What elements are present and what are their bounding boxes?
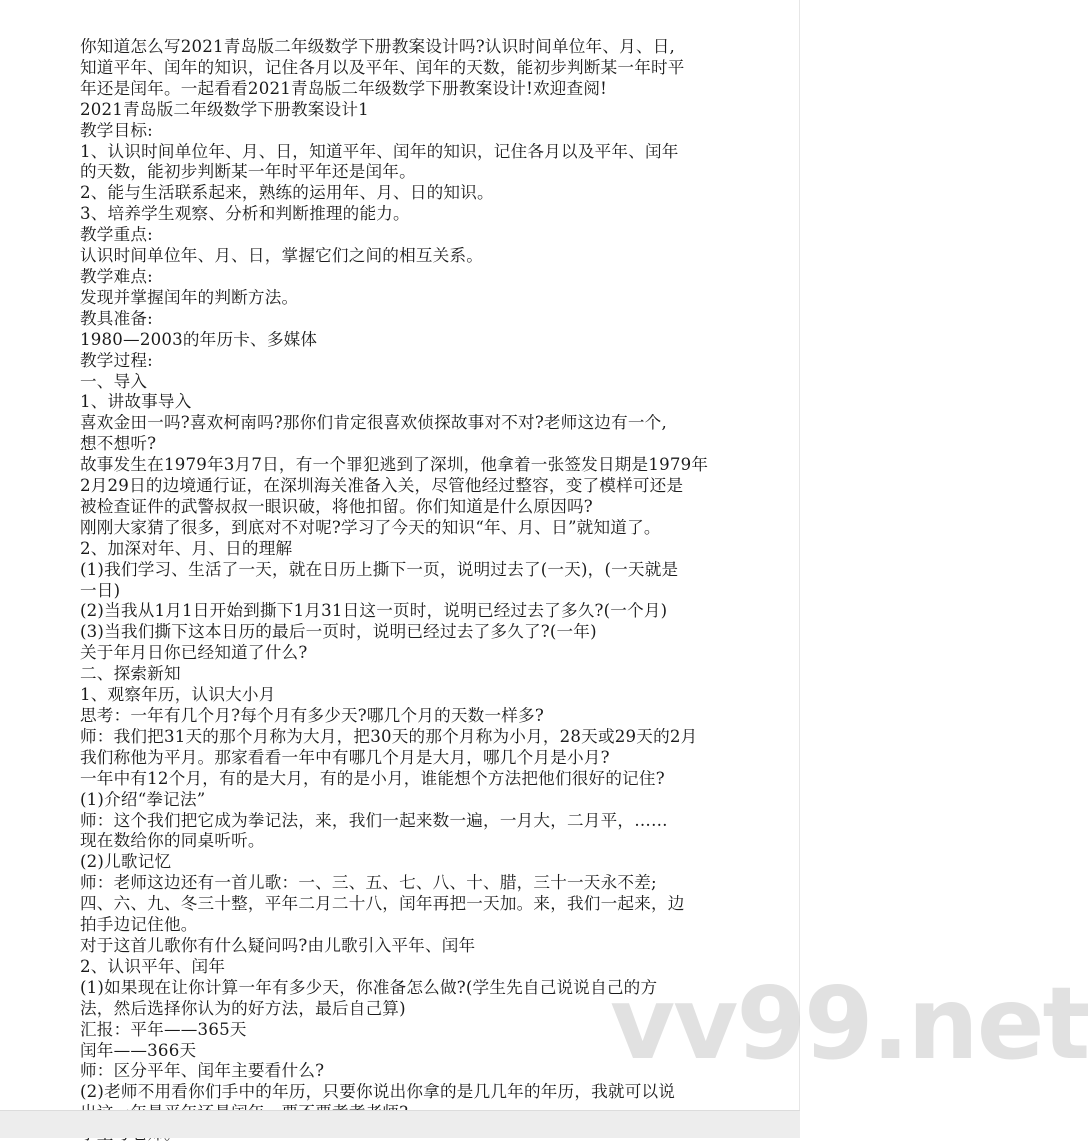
text-line: (1)介绍“拳记法” [80, 789, 206, 809]
text-line: 一年中有12个月，有的是大月，有的是小月，谁能想个方法把他们很好的记住? [80, 768, 665, 788]
text-line: 师：我们把31天的那个月称为大月，把30天的那个月称为小月，28天或29天的2月 [80, 726, 698, 746]
text-line: 2、认识平年、闰年 [80, 956, 226, 976]
text-line: (1)我们学习、生活了一天，就在日历上撕下一页，说明过去了(一天)，(一天就是 [80, 559, 679, 579]
text-line: 汇报：平年——365天 [80, 1019, 247, 1039]
text-line: 2、加深对年、月、日的理解 [80, 538, 293, 558]
text-line: 关于年月日你已经知道了什么? [80, 643, 308, 663]
text-line: 思考：一年有几个月?每个月有多少天?哪几个月的天数一样多? [80, 706, 544, 725]
text-line: (2)老师不用看你们手中的年历，只要你说出你拿的是几几年的年历，我就可以说 [80, 1082, 676, 1102]
text-line: 的天数，能初步判断某一年时平年还是闰年。 [80, 162, 416, 182]
text-line: 法，然后选择你认为的好方法，最后自己算) [80, 998, 406, 1018]
text-line: 发现并掌握闰年的判断方法。 [80, 287, 299, 307]
text-line: 闰年——366天 [80, 1040, 197, 1060]
text-line: 年还是闰年。一起看看2021青岛版二年级数学下册教案设计!欢迎查阅! [80, 78, 607, 98]
text-line: 1、讲故事导入 [80, 392, 192, 412]
text-line: 2月29日的边境通行证，在深圳海关准备入关，尽管他经过整容，变了模样可还是 [80, 476, 684, 496]
text-line: 你知道怎么写2021青岛版二年级数学下册教案设计吗?认识时间单位年、月、日, [80, 37, 675, 56]
text-line: (2)当我从1月1日开始到撕下1月31日这一页时，说明已经过去了多久?(一个月) [80, 601, 668, 621]
text-line: 师：区分平年、闰年主要看什么? [80, 1061, 325, 1081]
text-line: 认识时间单位年、月、日，掌握它们之间的相互关系。 [80, 246, 484, 266]
text-line: 1、认识时间单位年、月、日，知道平年、闰年的知识，记住各月以及平年、闰年 [80, 141, 679, 161]
text-line: 二、探索新知 [80, 664, 181, 684]
text-line: 喜欢金田一吗?喜欢柯南吗?那你们肯定很喜欢侦探故事对不对?老师这边有一个, [80, 413, 667, 433]
bottom-band [0, 1110, 800, 1138]
text-line: 教具准备: [80, 308, 153, 328]
text-line: 教学难点: [80, 266, 153, 286]
text-line: 故事发生在1979年3月7日，有一个罪犯逃到了深圳，他拿着一张签发日期是1979年 [80, 455, 709, 475]
watermark: vv99.net [610, 965, 1088, 1082]
text-line: 四、六、九、冬三十整，平年二月二十八，闰年再把一天加。来，我们一起来，边 [80, 894, 685, 914]
text-line: 我们称他为平月。那家看看一年中有哪几个月是大月，哪几个月是小月? [80, 747, 610, 767]
text-line: 师：这个我们把它成为拳记法，来，我们一起来数一遍，一月大，二月平，…… [80, 810, 668, 830]
text-line: 教学目标: [80, 120, 153, 140]
text-line: 师：老师这边还有一首儿歌：一、三、五、七、八、十、腊，三十一天永不差; [80, 873, 657, 893]
text-line: 拍手边记住他。 [80, 915, 198, 935]
text-line: (1)如果现在让你计算一年有多少天，你准备怎么做?(学生先自己说说自己的方 [80, 977, 658, 997]
text-line: 1980—2003的年历卡、多媒体 [80, 329, 318, 349]
text-line: 一、导入 [80, 371, 148, 391]
text-line: (3)当我们撕下这本日历的最后一页时，说明已经过去了多久了?(一年) [80, 622, 597, 642]
text-line: 3、培养学生观察、分析和判断推理的能力。 [80, 204, 410, 224]
text-line: (2)儿歌记忆 [80, 852, 172, 872]
text-line: 2、能与生活联系起来，熟练的运用年、月、日的知识。 [80, 183, 494, 203]
text-line: 教学过程: [80, 350, 153, 370]
text-line: 2021青岛版二年级数学下册教案设计1 [80, 99, 369, 119]
text-line: 被检查证件的武警叔叔一眼识破，将他扣留。你们知道是什么原因吗? [80, 496, 593, 516]
text-line: 现在数给你的同桌听听。 [80, 831, 265, 851]
text-line: 1、观察年历，认识大小月 [80, 685, 276, 705]
text-line: 刚刚大家猜了很多，到底对不对呢?学习了今天的知识“年、月、日”就知道了。 [80, 517, 661, 537]
text-line: 想不想听? [80, 434, 157, 454]
text-line: 教学重点: [80, 225, 153, 245]
text-line: 对于这首儿歌你有什么疑问吗?由儿歌引入平年、闰年 [80, 935, 476, 955]
text-line: 知道平年、闰年的知识，记住各月以及平年、闰年的天数，能初步判断某一年时平 [80, 57, 685, 77]
text-line: 一日) [80, 580, 121, 600]
